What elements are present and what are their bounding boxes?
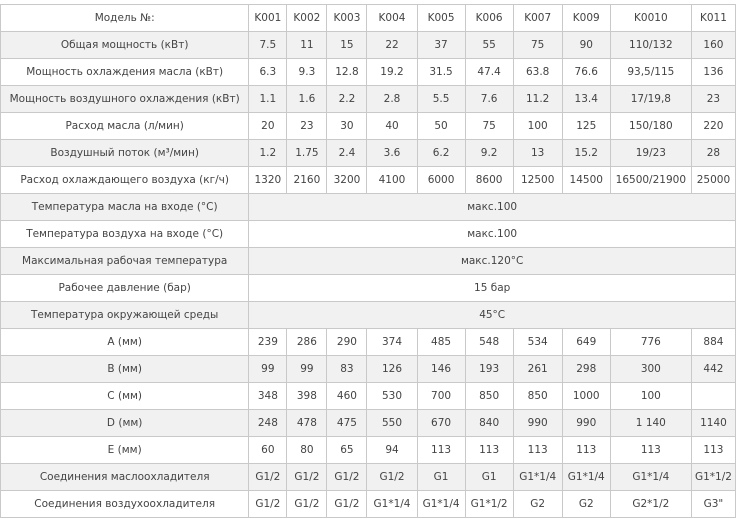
table-cell: G1*1/4 [367, 491, 417, 518]
table-row [1, 140, 736, 167]
table-row [1, 437, 736, 464]
table-cell: 261 [513, 356, 562, 383]
model-header-cell: K004 [367, 5, 417, 32]
model-header-cell: K011 [691, 5, 735, 32]
table-cell: 22 [367, 32, 417, 59]
row-label: Соединения маслоохладителя [1, 464, 249, 491]
table-cell: G1*1/2 [465, 491, 513, 518]
table-cell: 17/19,8 [610, 86, 691, 113]
table-cell: G1/2 [249, 464, 287, 491]
table-row [1, 167, 736, 194]
table-cell: 2.2 [327, 86, 367, 113]
table-cell: 31.5 [417, 59, 465, 86]
table-cell: 2.8 [367, 86, 417, 113]
table-cell: 9.2 [465, 140, 513, 167]
row-label: Мощность воздушного охлаждения (кВт) [1, 86, 249, 113]
table-cell: 4100 [367, 167, 417, 194]
table-cell: 13 [513, 140, 562, 167]
table-cell: G1*1/2 [691, 464, 735, 491]
table-cell: 113 [465, 437, 513, 464]
merged-value-cell: макс.120°C [249, 248, 736, 275]
table-cell: 113 [417, 437, 465, 464]
row-label: Модель №: [1, 5, 249, 32]
table-cell: 3200 [327, 167, 367, 194]
table-cell: 100 [610, 383, 691, 410]
header-row [1, 5, 736, 32]
table-row [1, 356, 736, 383]
table-cell: 113 [513, 437, 562, 464]
table-cell: 40 [367, 113, 417, 140]
table-cell: G2 [513, 491, 562, 518]
table-cell: 1.2 [249, 140, 287, 167]
table-cell: 65 [327, 437, 367, 464]
table-cell: G1 [465, 464, 513, 491]
table-cell: 193 [465, 356, 513, 383]
row-label: Воздушный поток (м³/мин) [1, 140, 249, 167]
table-row [1, 86, 736, 113]
table-cell: 47.4 [465, 59, 513, 86]
table-cell: 20 [249, 113, 287, 140]
table-cell: 348 [249, 383, 287, 410]
table-cell: 290 [327, 329, 367, 356]
table-cell: 80 [287, 437, 327, 464]
table-cell: 374 [367, 329, 417, 356]
table-cell: 75 [465, 113, 513, 140]
table-row [1, 464, 736, 491]
row-label: Расход масла (л/мин) [1, 113, 249, 140]
table-cell: 16500/21900 [610, 167, 691, 194]
model-header-cell: K0010 [610, 5, 691, 32]
table-cell: 30 [327, 113, 367, 140]
table-cell: 23 [691, 86, 735, 113]
table-cell: 15 [327, 32, 367, 59]
table-cell: 7.5 [249, 32, 287, 59]
row-label: D (мм) [1, 410, 249, 437]
table-cell: G3" [691, 491, 735, 518]
merged-value-cell: 15 бар [249, 275, 736, 302]
table-cell: 94 [367, 437, 417, 464]
table-cell: G1/2 [287, 491, 327, 518]
table-cell: 2160 [287, 167, 327, 194]
merged-value-cell: 45°C [249, 302, 736, 329]
model-header-cell: K006 [465, 5, 513, 32]
table-cell: 398 [287, 383, 327, 410]
model-header-cell: K003 [327, 5, 367, 32]
row-label: Температура окружающей среды [1, 302, 249, 329]
table-cell: G2*1/2 [610, 491, 691, 518]
table-cell: 6000 [417, 167, 465, 194]
row-label: C (мм) [1, 383, 249, 410]
table-row [1, 491, 736, 518]
table-cell: 850 [465, 383, 513, 410]
table-cell: G1/2 [249, 491, 287, 518]
table-cell: 55 [465, 32, 513, 59]
table-cell: 8600 [465, 167, 513, 194]
table-cell: 99 [287, 356, 327, 383]
table-cell: 649 [562, 329, 610, 356]
table-cell: 146 [417, 356, 465, 383]
table-cell: 60 [249, 437, 287, 464]
table-cell: 19.2 [367, 59, 417, 86]
table-cell: 37 [417, 32, 465, 59]
table-cell: 286 [287, 329, 327, 356]
row-label: Соединения воздухоохладителя [1, 491, 249, 518]
table-cell: 113 [691, 437, 735, 464]
model-header-cell: K005 [417, 5, 465, 32]
table-cell: 990 [562, 410, 610, 437]
table-cell [691, 383, 735, 410]
table-cell: 478 [287, 410, 327, 437]
table-cell: 1000 [562, 383, 610, 410]
table-cell: 1140 [691, 410, 735, 437]
table-cell: G1*1/4 [513, 464, 562, 491]
row-label: Мощность охлаждения масла (кВт) [1, 59, 249, 86]
table-cell: 884 [691, 329, 735, 356]
table-cell: G1/2 [287, 464, 327, 491]
table-cell: 550 [367, 410, 417, 437]
row-label: Расход охлаждающего воздуха (кг/ч) [1, 167, 249, 194]
table-cell: 9.3 [287, 59, 327, 86]
table-row [1, 302, 736, 329]
table-cell: 6.3 [249, 59, 287, 86]
table-cell: 113 [610, 437, 691, 464]
table-cell: 13.4 [562, 86, 610, 113]
table-cell: 160 [691, 32, 735, 59]
row-label: Температура воздуха на входе (°C) [1, 221, 249, 248]
table-cell: 63.8 [513, 59, 562, 86]
table-cell: 534 [513, 329, 562, 356]
table-cell: G1 [417, 464, 465, 491]
table-cell: 1320 [249, 167, 287, 194]
table-row [1, 275, 736, 302]
table-cell: 100 [513, 113, 562, 140]
table-cell: G2 [562, 491, 610, 518]
row-label: Максимальная рабочая температура [1, 248, 249, 275]
table-cell: 850 [513, 383, 562, 410]
table-cell: 990 [513, 410, 562, 437]
table-cell: 25000 [691, 167, 735, 194]
table-cell: 1.1 [249, 86, 287, 113]
table-cell: 126 [367, 356, 417, 383]
table-cell: 298 [562, 356, 610, 383]
table-cell: 7.6 [465, 86, 513, 113]
table-row [1, 410, 736, 437]
row-label: A (мм) [1, 329, 249, 356]
model-header-cell: K002 [287, 5, 327, 32]
table-row [1, 59, 736, 86]
table-cell: G1/2 [367, 464, 417, 491]
row-label: E (мм) [1, 437, 249, 464]
table-cell: 23 [287, 113, 327, 140]
table-cell: 83 [327, 356, 367, 383]
merged-value-cell: макс.100 [249, 221, 736, 248]
table-cell: 475 [327, 410, 367, 437]
model-header-cell: K007 [513, 5, 562, 32]
table-cell: G1*1/4 [562, 464, 610, 491]
row-label: Рабочее давление (бар) [1, 275, 249, 302]
table-row [1, 248, 736, 275]
table-cell: 670 [417, 410, 465, 437]
model-header-cell: K001 [249, 5, 287, 32]
model-header-cell: K009 [562, 5, 610, 32]
table-cell: 75 [513, 32, 562, 59]
table-cell: 99 [249, 356, 287, 383]
table-cell: 113 [562, 437, 610, 464]
table-row [1, 221, 736, 248]
row-label: Температура масла на входе (°C) [1, 194, 249, 221]
table-cell: 11.2 [513, 86, 562, 113]
table-cell: 1 140 [610, 410, 691, 437]
table-cell: 12.8 [327, 59, 367, 86]
table-cell: 136 [691, 59, 735, 86]
table-cell: 776 [610, 329, 691, 356]
table-cell: 300 [610, 356, 691, 383]
table-cell: 110/132 [610, 32, 691, 59]
table-cell: 90 [562, 32, 610, 59]
table-cell: 1.6 [287, 86, 327, 113]
table-cell: 530 [367, 383, 417, 410]
table-cell: 19/23 [610, 140, 691, 167]
table-cell: 248 [249, 410, 287, 437]
table-cell: 442 [691, 356, 735, 383]
table-cell: 2.4 [327, 140, 367, 167]
table-cell: 93,5/115 [610, 59, 691, 86]
table-cell: 239 [249, 329, 287, 356]
table-cell: 6.2 [417, 140, 465, 167]
table-cell: 14500 [562, 167, 610, 194]
table-cell: 485 [417, 329, 465, 356]
table-cell: 5.5 [417, 86, 465, 113]
table-cell: 125 [562, 113, 610, 140]
table-cell: 548 [465, 329, 513, 356]
table-row [1, 32, 736, 59]
table-cell: 12500 [513, 167, 562, 194]
table-row [1, 113, 736, 140]
row-label: Общая мощность (кВт) [1, 32, 249, 59]
specification-table [0, 4, 736, 518]
table-cell: 3.6 [367, 140, 417, 167]
table-cell: G1*1/4 [417, 491, 465, 518]
table-cell: 50 [417, 113, 465, 140]
table-cell: 76.6 [562, 59, 610, 86]
table-cell: 840 [465, 410, 513, 437]
table-cell: G1/2 [327, 464, 367, 491]
table-cell: 15.2 [562, 140, 610, 167]
table-cell: 700 [417, 383, 465, 410]
table-cell: G1*1/4 [610, 464, 691, 491]
table-cell: 28 [691, 140, 735, 167]
table-row [1, 383, 736, 410]
table-cell: 150/180 [610, 113, 691, 140]
table-cell: 460 [327, 383, 367, 410]
table-cell: 220 [691, 113, 735, 140]
row-label: B (мм) [1, 356, 249, 383]
table-row [1, 329, 736, 356]
table-row [1, 194, 736, 221]
table-cell: 1.75 [287, 140, 327, 167]
table-cell: G1/2 [327, 491, 367, 518]
merged-value-cell: макс.100 [249, 194, 736, 221]
table-cell: 11 [287, 32, 327, 59]
